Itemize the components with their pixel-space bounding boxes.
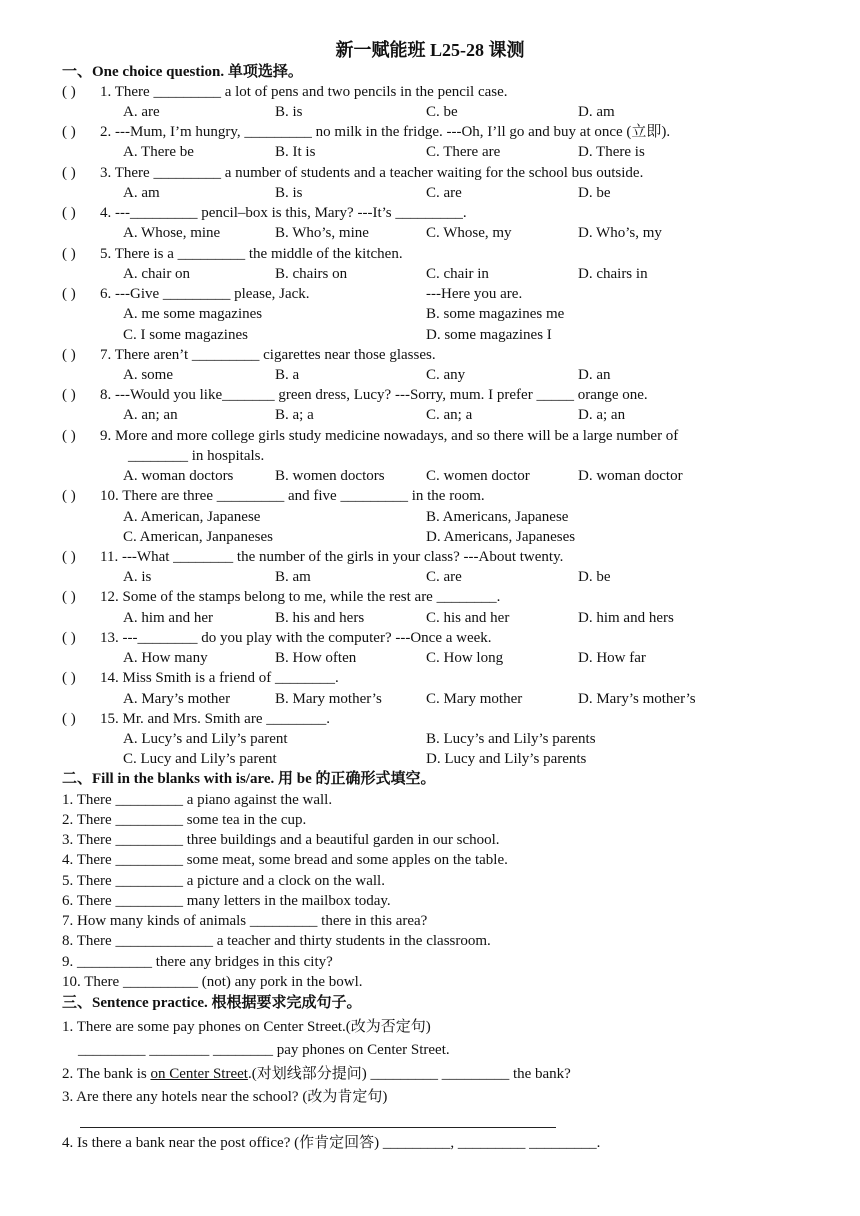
option-a: A. an; an [123,407,178,423]
option-c: C. be [426,104,458,120]
option-b: B. How often [275,650,357,666]
option-c: C. his and her [426,610,510,626]
answer-paren: ( ) [62,84,76,100]
question-stem: 4. ---_________ pencil–box is this, Mary? ---It’s _________. [100,205,467,221]
option-a: A. Whose, mine [123,225,221,241]
option-d: D. am [578,104,615,120]
sentence-text: .(对划线部分提问) _________ _________ the bank? [247,1066,571,1082]
fill-item: 2. There _________ some tea in the cup. [62,812,307,828]
sentence-item: 4. Is there a bank near the post office? (作肯定回答) _________, _________ _________. [62,1135,601,1151]
option-c: C. American, Janpaneses [123,529,273,545]
option-c: C. How long [426,650,504,666]
option-d: D. a; an [578,407,626,423]
fill-item: 3. There _________ three buildings and a beautiful garden in our school. [62,832,500,848]
option-d: D. be [578,569,611,585]
question-stem: 9. More and more college girls study medicine nowadays, and so there will be a large number of [100,428,679,444]
question-stem: 10. There are three _________ and five _________ in the room. [100,488,485,504]
section-heading-choice: 一、One choice question. 单项选择。 [62,64,303,80]
question-stem: 8. ---Would you like_______ green dress, Lucy? ---Sorry, mum. I prefer _____ orange one. [100,387,648,403]
fill-item: 1. There _________ a piano against the wall. [62,792,333,808]
option-b: B. a [275,367,300,383]
option-d: D. Mary’s mother’s [578,691,696,707]
option-a: A. him and her [123,610,213,626]
option-a: A. Mary’s mother [123,691,231,707]
option-c: C. are [426,569,462,585]
section-heading-fill: 二、Fill in the blanks with is/are. 用 be 的正确形式填空。 [62,771,436,787]
sentence-answer-line: _________ ________ ________ pay phones on Center Street. [78,1042,450,1058]
question-stem: 6. ---Give _________ please, Jack. [100,286,310,302]
option-c: C. are [426,185,462,201]
option-c: C. I some magazines [123,327,248,343]
answer-paren: ( ) [62,630,76,646]
question-stem: 2. ---Mum, I’m hungry, _________ no milk in the fridge. ---Oh, I’ll go and buy at once (立即). [100,124,671,140]
option-d: D. an [578,367,611,383]
question-stem: 13. ---________ do you play with the computer? ---Once a week. [100,630,492,646]
option-b: B. Mary mother’s [275,691,382,707]
question-stem: 12. Some of the stamps belong to me, while the rest are ________. [100,589,501,605]
answer-paren: ( ) [62,347,76,363]
option-c: C. any [426,367,466,383]
option-c: C. chair in [426,266,489,282]
option-a: A. There be [123,144,194,160]
answer-paren: ( ) [62,205,76,221]
option-a: A. American, Japanese [123,509,261,525]
sentence-item: 1. There are some pay phones on Center Street.(改为否定句) [62,1019,431,1035]
sentence-item [62,1064,571,1084]
option-b: B. a; a [275,407,314,423]
option-d: D. How far [578,650,646,666]
answer-rule [80,1127,556,1128]
question-stem: 1. There _________ a lot of pens and two pencils in the pencil case. [100,84,508,100]
question-stem: 3. There _________ a number of students and a teacher waiting for the school bus outside. [100,165,644,181]
option-d: D. chairs in [578,266,648,282]
option-a: A. some [123,367,173,383]
fill-item: 10. There __________ (not) any pork in the bowl. [62,974,363,990]
answer-paren: ( ) [62,488,76,504]
option-b: B. chairs on [275,266,348,282]
option-a: A. chair on [123,266,191,282]
answer-paren: ( ) [62,670,76,686]
answer-paren: ( ) [62,589,76,605]
option-d: D. him and hers [578,610,674,626]
option-d: D. some magazines I [426,327,552,343]
question-stem: 15. Mr. and Mrs. Smith are ________. [100,711,330,727]
sentence-text: 2. The bank is [62,1066,151,1082]
option-d: D. be [578,185,611,201]
fill-item: 7. How many kinds of animals _________ there in this area? [62,913,428,929]
option-b: B. some magazines me [426,306,565,322]
fill-item: 8. There _____________ a teacher and thirty students in the classroom. [62,933,491,949]
option-a: A. is [123,569,152,585]
sentence-item: 3. Are there any hotels near the school? (改为肯定句) [62,1089,388,1105]
answer-paren: ( ) [62,387,76,403]
fill-item: 6. There _________ many letters in the mailbox today. [62,893,391,909]
option-c: C. Mary mother [426,691,523,707]
option-d: D. Lucy and Lily’s parents [426,751,587,767]
answer-paren: ( ) [62,549,76,565]
question-stem: 7. There aren’t _________ cigarettes near those glasses. [100,347,436,363]
answer-paren: ( ) [62,246,76,262]
option-d: D. Who’s, my [578,225,662,241]
fill-item: 4. There _________ some meat, some bread and some apples on the table. [62,852,508,868]
option-a: A. am [123,185,160,201]
option-b: B. his and hers [275,610,365,626]
question-stem: 5. There is a _________ the middle of the kitchen. [100,246,403,262]
option-b: B. Who’s, mine [275,225,369,241]
option-b: B. women doctors [275,468,385,484]
answer-paren: ( ) [62,428,76,444]
answer-paren: ( ) [62,711,76,727]
option-d: D. woman doctor [578,468,683,484]
option-c: C. There are [426,144,501,160]
option-b: B. It is [275,144,316,160]
fill-item: 5. There _________ a picture and a clock on the wall. [62,873,385,889]
option-d: D. There is [578,144,645,160]
option-a: A. are [123,104,160,120]
underlined-phrase: on Center Street [150,1066,248,1082]
section-heading-sentence: 三、Sentence practice. 根根据要求完成句子。 [62,995,362,1011]
page-title: 新一赋能班 L25-28 课测 [335,40,525,60]
question-stem-continued: ________ in hospitals. [128,448,265,464]
fill-item: 9. __________ there any bridges in this city? [62,954,333,970]
option-c: C. women doctor [426,468,530,484]
option-c: C. Lucy and Lily’s parent [123,751,277,767]
option-c: C. an; a [426,407,473,423]
answer-paren: ( ) [62,124,76,140]
answer-paren: ( ) [62,165,76,181]
option-b: B. Americans, Japanese [426,509,569,525]
option-a: A. me some magazines [123,306,263,322]
option-b: B. am [275,569,311,585]
option-b: B. is [275,104,303,120]
option-d: D. Americans, Japaneses [426,529,576,545]
option-a: A. How many [123,650,208,666]
option-b: B. is [275,185,303,201]
question-reply: ---Here you are. [426,286,523,302]
option-a: A. Lucy’s and Lily’s parent [123,731,288,747]
option-c: C. Whose, my [426,225,512,241]
question-stem: 14. Miss Smith is a friend of ________. [100,670,339,686]
answer-paren: ( ) [62,286,76,302]
option-a: A. woman doctors [123,468,234,484]
option-b: B. Lucy’s and Lily’s parents [426,731,596,747]
question-stem: 11. ---What ________ the number of the girls in your class? ---About twenty. [100,549,564,565]
